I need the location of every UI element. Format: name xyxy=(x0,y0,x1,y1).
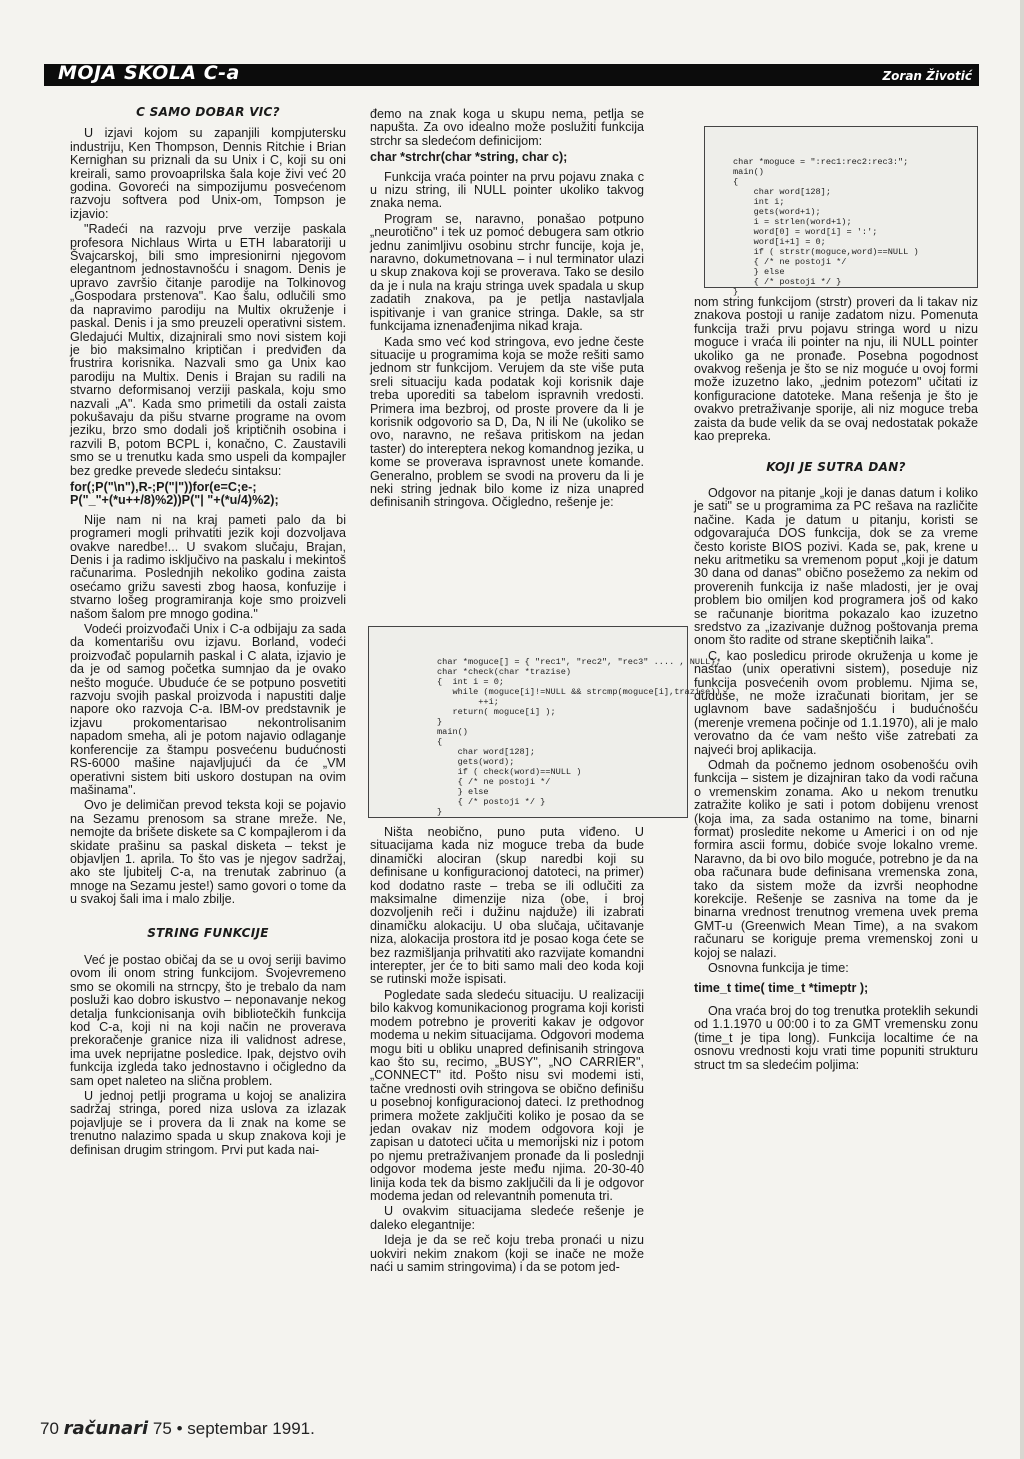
column-3 xyxy=(694,296,978,1074)
paragraph: đemo na znak koga u skupu nema, petlja se napušta. Za ovo idealno može poslužiti funkcija strchr sa sledećom definicijom: xyxy=(370,107,644,148)
paragraph: Program se, naravno, ponašao potpuno „neurotično" i tek uz pomoć debugera sam otkrio jednu zanimljivu osobinu strchr funcije, koja je, naravno, dokumetnovana – i nul terminator ulazi u skup znakova koji se proverava. Tako se desilo da je i nula na kraju stringa uvek spadala u skup zadatih znakova, pa je petlja nastavljala ispitivanje i van granice stringa. Dakle, sa str funkcijama iznenađenjima nikad kraja. xyxy=(370,211,644,334)
inline-code: for(;P("\n"),R-;P("|"))for(e=C;e-; xyxy=(70,479,257,494)
issue-number: 75 xyxy=(152,1419,172,1438)
code-text: char *moguce[] = { "rec1", "rec2", "rec3" .... , NULL}; char *check(char *trazise) { int i = 0; while (moguce[i]!=NULL && strcmp(moguce[i],trazise)) ++i; return( moguce[i] ); } main() { char word[128]; gets(word); if ( check(word)==NULL ) { /* ne postoji */ } else { /* postoji */ } } xyxy=(437,657,721,817)
paragraph: Osnovna funkcija je time: xyxy=(708,961,849,976)
paragraph: Odmah da počnemo jednom osobenošću ovih funkcija – sistem je dizajniran tako da vodi računa o vremenskim zonama. Ako u nekom trenutku zatražite koliko je sati i potom dobijenu vrenost (koja ima, za sada ostanimo na tome, binarni format) prosledite nekome u Americi i on od nje formira ascii formu, dobiće svoje lokalno vreme. Naravno, da bi ovo bilo moguće, potrebno je da na oba računara bude definisana vremenska zona, tako da sistem može da izvrši neophodne korekcije. Rešenje se zasniva na tome da je binarna vrednost trenutnog vremena uvek prema GMT-u (Greenwich Mean Time), a na svakom računaru se koriguje prema vremenskoj zoni u kojoj se nalazi. xyxy=(694,758,978,960)
code-listing-strstr xyxy=(704,126,978,297)
paragraph: "Radeći na razvoju prve verzije paskala profesora Nichlaus Wirta u ETH labaratoriji u Švajcarskoj, bili smo impresionirni njegovom elegantnom jednostavnošću i snagom. Denis je upravo završio čitanje parodije na Tolkinovog „Gospodara prstenova". Kao šalu, odlučili smo da napravimo parodiju na Multix okruženje i paskal. Denis i ja smo preuzeli operativni sistem. Gledajući Multix, dizajnirali smo novi sistem koji je bio maksimalno kriptičan i predviđen da frustrira korisnika. Nazvali smo ga Unix kao parodiju na Multix. Denis i Brajan su radili na stvarno deformisanoj verziji paskala, koju smo nazvali „A". Kada smo primetili da ostali zaista pokušavaju da pišu stvarne programe na ovom jeziku, brzo smo dodali još kriptičnih osobina i razvili B, potom BCPL i, konačno, C. Zaustavili smo se u trenutku kada smo uspeli da kompajler bez gredke prevede sledeću sintaksu: xyxy=(70,222,346,478)
issue-date: septembar 1991. xyxy=(187,1419,315,1438)
inline-code: P("_"+(*u++/8)%2))P("| "+(*u/4)%2); xyxy=(70,493,279,508)
bullet: • xyxy=(176,1419,183,1438)
paragraph: Već je postao običaj da se u ovoj seriji bavimo ovom ili onom string funkcijom. Svojevremeno smo se okomili na strncpy, što je trebalo da nam posluži kao dobro iskustvo – neponavanje nekog detalja funkcionisanja ovih bibliotečkih funkcija kod C-a, koji ni na koji način ne proverava prekoračenje granice niza ili validnost adrese, ima uvek neprijatne posledice. Ipak, dejstvo ovih funkcija izgleda tako jednostavno i očigledno da sam opet naleteo na slična problem. xyxy=(70,952,346,1088)
paragraph: Ovo je delimičan prevod teksta koji se pojavio na Sezamu prenosom sa strane mreže. Ne, nemojte da brišete diskete sa C kompajlerom i da skidate prašinu sa paskal disketa – tekst je objavljen 1. aprila. To što vas je njegov sadržaj, ako ste ljubitelj C-a, na trenutak zabrinuo (a mnoge na Sezamu jeste!) samo govori o tome da u svakoj šali ima i malo zbilje. xyxy=(70,798,346,907)
paragraph: Ništa neobično, puno puta viđeno. U situacijama kada niz moguce treba da bude dinamički alociran (skup naredbi koji su definisane u konfiguracionoj datoteci, na primer) kod dodatno raste – treba se ili odlučiti za maksimalne dimenzije niza (obe, i broj dozvoljenih reči i dužinu najduže) ili izabrati dinamičku alokaciju. U oba slučaja, učitavanje niza, alokacija prostora itd je posao koga ćete se bez razmišljanja prihvatiti ako razvijate komandni interepter, jer će to biti samo mali deo koda koji se rutinski može ispisati. xyxy=(370,825,644,987)
paragraph: nom string funkcijom (strstr) proveri da li takav niz znakova postoji u ranije zadatom nizu. Pomenuta funkcija traži prvu pojavu stringa word u nizu moguce i vraća ili pointer na nju, ili NULL pointer ukoliko ga ne pronađe. Posebna pogodnost ovakvog rešenja je što se niz moguće u ovoj formi može izuzetno lako, „jednim potezom" učitati iz konfiguracione datoteke. Mana rešenja je što je ovakvo pretraživanje sporije, ali niz moguce treba zaista da bude velik da se ovaj nedostatak pokaže kao prepreka. xyxy=(694,295,978,444)
magazine-name: računari xyxy=(63,1418,149,1439)
paragraph: Kada smo već kod stringova, evo jedne česte situacije u programima koja se može rešiti samo jednom str funkcijom. Verujem da ste više puta sreli situaciju kada podatak koji korisnik daje treba uporediti sa tabelom ispravnih vredosti. Primera ima bezbroj, od proste provere da li je korisnik odgovorio sa D, Da, N ili Ne (ukoliko se ovo, naravno, ne rešava pritiskom na jedan taster) do intereptera nekog komandnog jezika, u kome se proverava ispravnost unete komande. Generalno, problem se svodi na proveru da li je neki string jednak bilo kome iz niza unapred definisanih stringova. Očigledno, rešenje je: xyxy=(370,334,644,510)
code-listing-check xyxy=(368,626,721,818)
paragraph: Ideja je da se reč koju treba pronaći u nizu uokviri nekim znakom (koji se inače ne može naći u samim stringovima) i da se potom jed- xyxy=(370,1233,644,1274)
paragraph: Vodeći proizvođači Unix i C-a odbijaju za sada da komentarišu ovu izjavu. Borland, vodeći proizvođač popularnih paskal i C alata, izjavio je da je od samog početka sumnjao da je ovako nešto moguće. Ubuduće će se potpuno posvetiti razvoju svojih paskal proizvoda i napustiti dalje napore oko razvoja C-a. IBM-ov predstavnik je izjavu prokomentarisao nekontrolisanim napadom smeha, ali je potom najavio odlaganje konferencije za štampu posvećenu budućnosti RS-6000 mašine najavljujući da će „VM operativni sistem biti uskoro dostupan na ovim mašinama". xyxy=(70,622,346,797)
code-text: char *moguce = ":rec1:rec2:rec3:"; main() { char word[128]; int i; gets(word+1); i = strlen(word+1); word[0] = word[i] = ':'; word[i+1] = 0; if ( strstr(moguce,word)==NULL ) { /* ne postoji */ } else { /* postoji */ } } xyxy=(733,157,919,297)
column-1 xyxy=(70,104,346,1159)
paragraph: U jednoj petlji programa u kojoj se analizira sadržaj stringa, pored niza uslova za izlazak pojavljuje se i provera da li znak na kome se trenutno nalazimo spada u skup znakova koji je definisan drugim stringom. Prvi put kada nai- xyxy=(70,1089,346,1157)
paragraph: U izjavi kojom su zapanjili kompjutersku industriju, Ken Thompson, Dennis Ritchie i Brian Kernighan su priznali da su Unix i C, koji su oni kreirali, samo provoaprilska šala koje živi već 20 godina. Govoreći na simpozijumu posvećenom razvoju softvera pod Unix-om, Tompson je izjavio: xyxy=(70,126,346,221)
paragraph: Funkcija vraća pointer na prvu pojavu znaka c u nizu string, ili NULL pointer ukoliko takvog znaka nema. xyxy=(370,169,644,211)
column-2-bottom xyxy=(370,826,644,1276)
column-2-top xyxy=(370,108,644,512)
section-heading-koji-je-sutra-dan: KOJI JE SUTRA DAN? xyxy=(766,460,906,475)
inline-code: char *strchr(char *string, char c); xyxy=(370,150,568,165)
page-edge xyxy=(1020,0,1024,1459)
series-title: MOJA ŠKOLA C-a xyxy=(58,62,240,84)
paragraph: C, kao posledicu prirode okruženja u kome je nastao (unix operativni sistem), poseduje niz funkcija posvećenih ovom problemu. Njima se, duduše, ne može izračunati bioritam, jer se uglavnom bave sadašnjošću i budućnošću (merenje vremena počinje od 1.1.1970), ali je malo verovatno da će vam nešto više zatrebati za najveći broj aplikacija. xyxy=(694,648,978,757)
author-name: Zoran Životić xyxy=(882,69,972,83)
paragraph: Odgovor na pitanje „koji je danas datum i koliko je sati" se u programima za PC rešava na različite načine. Kada je datum u pitanju, koristi se odgovarajuća DOS funkcija, dok se za vreme često koriste BIOS pozivi. Kada se, pak, krene u neku aritmetiku sa vremenom poput „koji je datum 30 dana od danas" obično posežemo za nekim od proverenih funkcija iz naše mladosti, jer je ovaj problem bio omiljen kod programera još od kako se računanje bioritma pokazalo kao izuzetno sredstvo za „izazivanje dužnog poštovanja prema onom što radite od strane skeptičnih laika". xyxy=(694,485,978,648)
page-number: 70 xyxy=(40,1419,59,1438)
paragraph: U ovakvim situacijama sledeće rešenje je daleko elegantnije: xyxy=(370,1204,644,1232)
inline-code: time_t time( time_t *timeptr ); xyxy=(694,980,869,995)
section-heading-string-funkcije: STRING FUNKCIJE xyxy=(147,925,269,940)
paragraph: Nije nam ni na kraj pameti palo da bi programeri mogli prihvatiti jezik koji dozvoljava ovakve naredbe!... U svakom slučaju, Brajan, Denis i ja radimo isključivo na paskalu i mekintoš računarima. Poslednjih nekoliko godina zaista osećamo grižu savesti zbog haosa, konfuzije i stvarno lošeg programiranja koje smo proizveli našom šalom pre mnogo godina." xyxy=(70,512,346,621)
paragraph: Ona vraća broj do tog trenutka proteklih sekundi od 1.1.1970 u 00:00 i to za GMT vremensku zonu (time_t je tipa long). Funkcija localtime će na osnovu vrednosti koju vrati time popuniti strukturu struct tm sa sledećim poljima: xyxy=(694,1003,978,1072)
section-heading-c-samo-dobar-vic: C SAMO DOBAR VIC? xyxy=(136,105,280,119)
paragraph: Pogledate sada sledeću situaciju. U realizaciji bilo kakvog komunikacionog programa koji koristi modem potrebno je proveriti kakav je odgovor modema u nekim situacijama. Odgovori modema mogu biti u obliku unapred definisanih stringova kao što su, recimo, „BUSY", „NO CARRIER", „CONNECT" itd. Pošto nisu svi modemi isti, tačne vrednosti ovih stringova se obično definišu u posebnoj konfiguracionoj dateci. Iz prethodnog primera možete zaključiti koliko je posao da se jedan ovakav niz modem odgovora koji je zapisan u datoteci učita u memorijski niz i potom po njemu pretraživanjem pronađe da li poslednji odgovor modema jeste među njima. 20-30-40 linija koda tek da bismo zaključili da li je odgovor modema jedan od relevantnih pomenuta tri. xyxy=(370,987,644,1203)
page-footer xyxy=(40,1418,315,1439)
